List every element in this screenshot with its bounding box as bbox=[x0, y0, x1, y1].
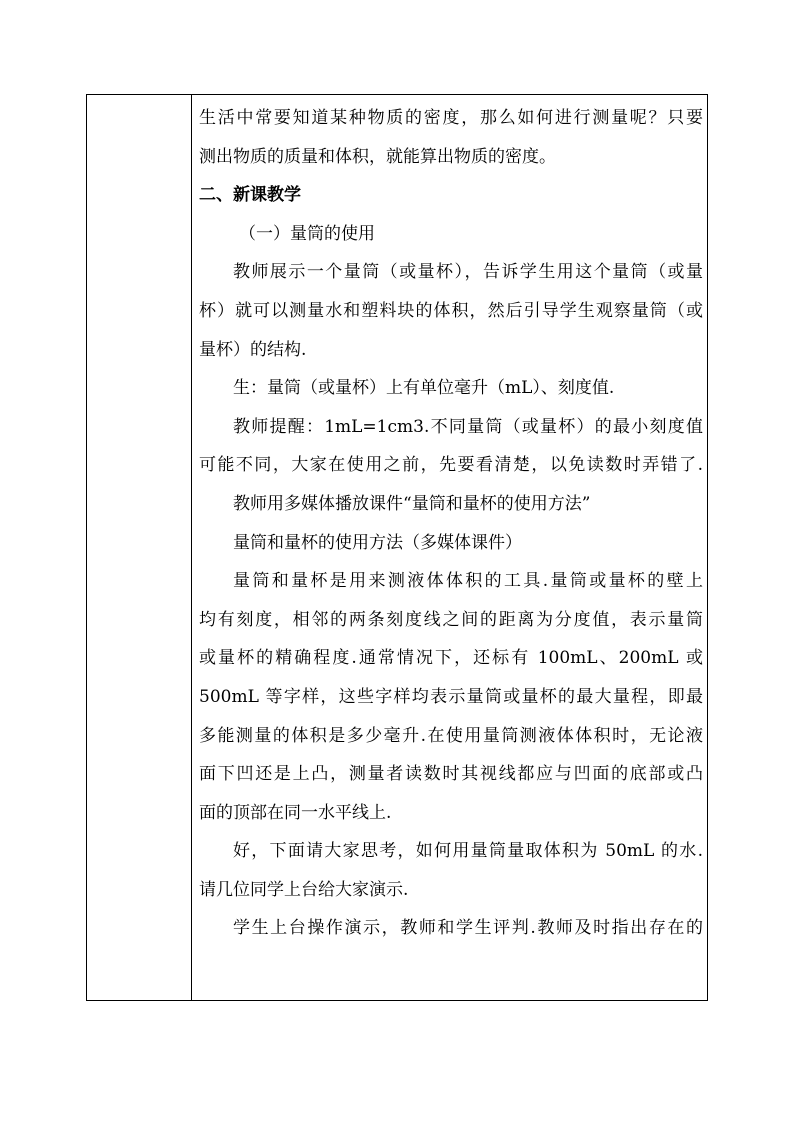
left-column-cell bbox=[87, 95, 192, 1000]
text-line: 量筒和量杯的使用方法（多媒体课件） bbox=[233, 532, 522, 553]
text-line: 可能不同，大家在使用之前，先要看清楚，以免读数时弄错了. bbox=[199, 455, 703, 476]
text-line: 生活中常要知道某种物质的密度，那么如何进行测量呢？只要 bbox=[199, 108, 703, 128]
text-line: 或量杯的精确程度.通常情况下，还标有 100mL、200mL 或 bbox=[199, 648, 703, 669]
text-line: 杯）就可以测量水和塑料块的体积，然后引导学生观察量筒（或 bbox=[199, 300, 703, 321]
text-line: 量杯）的结构. bbox=[199, 339, 307, 360]
lesson-content-cell bbox=[193, 95, 703, 1000]
text-line: 均有刻度，相邻的两条刻度线之间的距离为分度值，表示量筒 bbox=[199, 609, 703, 630]
text-line: 面的顶部在同一水平线上. bbox=[199, 802, 392, 823]
section-heading: 二、新课教学 bbox=[199, 185, 301, 206]
text-line: 生：量筒（或量杯）上有单位毫升（mL）、刻度值. bbox=[233, 378, 615, 399]
text-line: 测出物质的质量和体积，就能算出物质的密度。 bbox=[199, 146, 556, 167]
text-line: 请几位同学上台给大家演示. bbox=[199, 879, 409, 900]
text-line: 教师用多媒体播放课件“量筒和量杯的使用方法” bbox=[233, 493, 591, 514]
subsection-heading: （一）量筒的使用 bbox=[239, 223, 375, 244]
text-line: 教师提醒：1mL=1cm3.不同量筒（或量杯）的最小刻度值 bbox=[233, 416, 703, 437]
text-line: 教师展示一个量筒（或量杯），告诉学生用这个量筒（或量 bbox=[233, 262, 703, 283]
text-line: 500mL 等字样，这些字样均表示量筒或量杯的最大量程，即最 bbox=[199, 686, 703, 707]
text-line: 好，下面请大家思考，如何用量筒量取体积为 50mL 的水. bbox=[233, 841, 703, 862]
text-line: 量筒和量杯是用来测液体体积的工具.量筒或量杯的壁上 bbox=[233, 571, 703, 592]
lesson-plan-table bbox=[86, 94, 708, 1001]
text-line: 多能测量的体积是多少毫升.在使用量筒测液体体积时，无论液 bbox=[199, 725, 703, 746]
text-line: 学生上台操作演示，教师和学生评判.教师及时指出存在的 bbox=[233, 918, 703, 939]
text-line: 面下凹还是上凸，测量者读数时其视线都应与凹面的底部或凸 bbox=[199, 764, 703, 785]
